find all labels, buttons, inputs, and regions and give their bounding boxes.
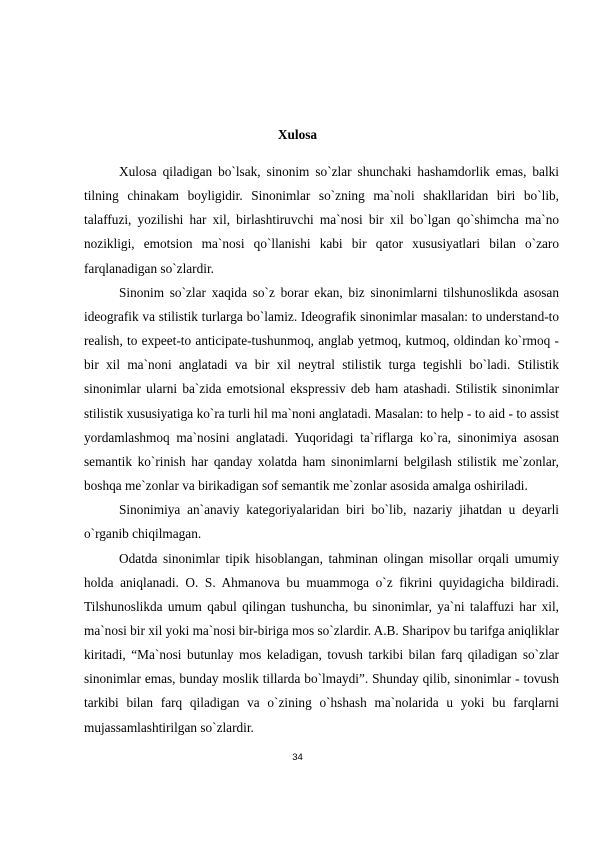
paragraph-definitions: Odatda sinonimlar tipik hisoblangan, tahminan olingan misollar orqali umumiy holda aniqlanadi. O. S. Ahmanova bu muammoga o`z fikrini quyidagicha bildiradi. Tilshunoslikda umum qabul qilingan tushuncha, bu sinonimlar, ya`ni talaffuzi har xil, ma`nosi bir xil yoki ma`nosi bir-biriga mos so`zlardir. A.B. Sharipov bu tarifga aniqliklar kiritadi, “Ma`nosi butunlay mos keladigan, tovush tarkibi bilan farq qiladigan so`zlar sinonimlar emas, bunday moslik tillarda bo`lmaydi”. Shunday qilib, sinonimlar - tovush tarkibi bilan farq qiladigan va o`zining o`hshash ma`nolarida u yoki bu farqlarni mujassamlashtirilgan so`zlardir.	[84, 550, 560, 735]
paragraph-synonymy-category: Sinonimiya an`anaviy kategoriyalaridan biri bo`lib, nazariy jihatdan u deyarli o`rganib chiqilmagan.	[84, 502, 559, 542]
page-number: 34	[292, 752, 303, 763]
body-text	[84, 160, 559, 740]
page-title: Xulosa	[277, 127, 318, 142]
paragraph-synonym-types: Sinonim so`zlar xaqida so`z borar ekan, biz sinonimlarni tilshunoslikda asosan ideografik va stilistik turlarga bo`lamiz. Ideografik sinonimlar masalan: to understand-to realish, to expeet-to anticipate-tushunmoq, anglab yetmoq, kutmoq, oldindan ko`rmoq - bir xil ma`noni anglatadi va bir xil neytral stilistik turga tegishli bo`ladi. Stilistik sinonimlar ularni ba`zida emotsional ekspressiv deb ham atashadi. Stilistik sinonimlar stilistik xususiyatiga ko`ra turli hil ma`noni anglatadi. Masalan: to help - to aid - to assist yordamlashmoq ma`nosini anglatadi. Yuqoridagi ta`riflarga ko`ra, sinonimiya asosan semantik ko`rinish har qanday xolatda ham sinonimlarni belgilash stilistik me`zonlar, boshqa me`zonlar va birikadigan sof semantik me`zonlar asosida amalga oshiriladi.	[84, 284, 559, 494]
paragraph-conclusion: Xulosa qiladigan bo`lsak, sinonim so`zlar shunchaki hashamdorlik emas, balki tilning chinakam boyligidir. Sinonimlar so`zning ma`noli shakllaridan biri bo`lib, talaffuzi, yozilishi har xil, birlashtiruvchi ma`nosi bir xil bo`lgan qo`shimcha ma`no nozikligi, emotsion ma`nosi qo`llanishi kabi bir qator xususiyatlari bilan o`zaro farqlanadigan so`zlardir.	[84, 164, 559, 276]
